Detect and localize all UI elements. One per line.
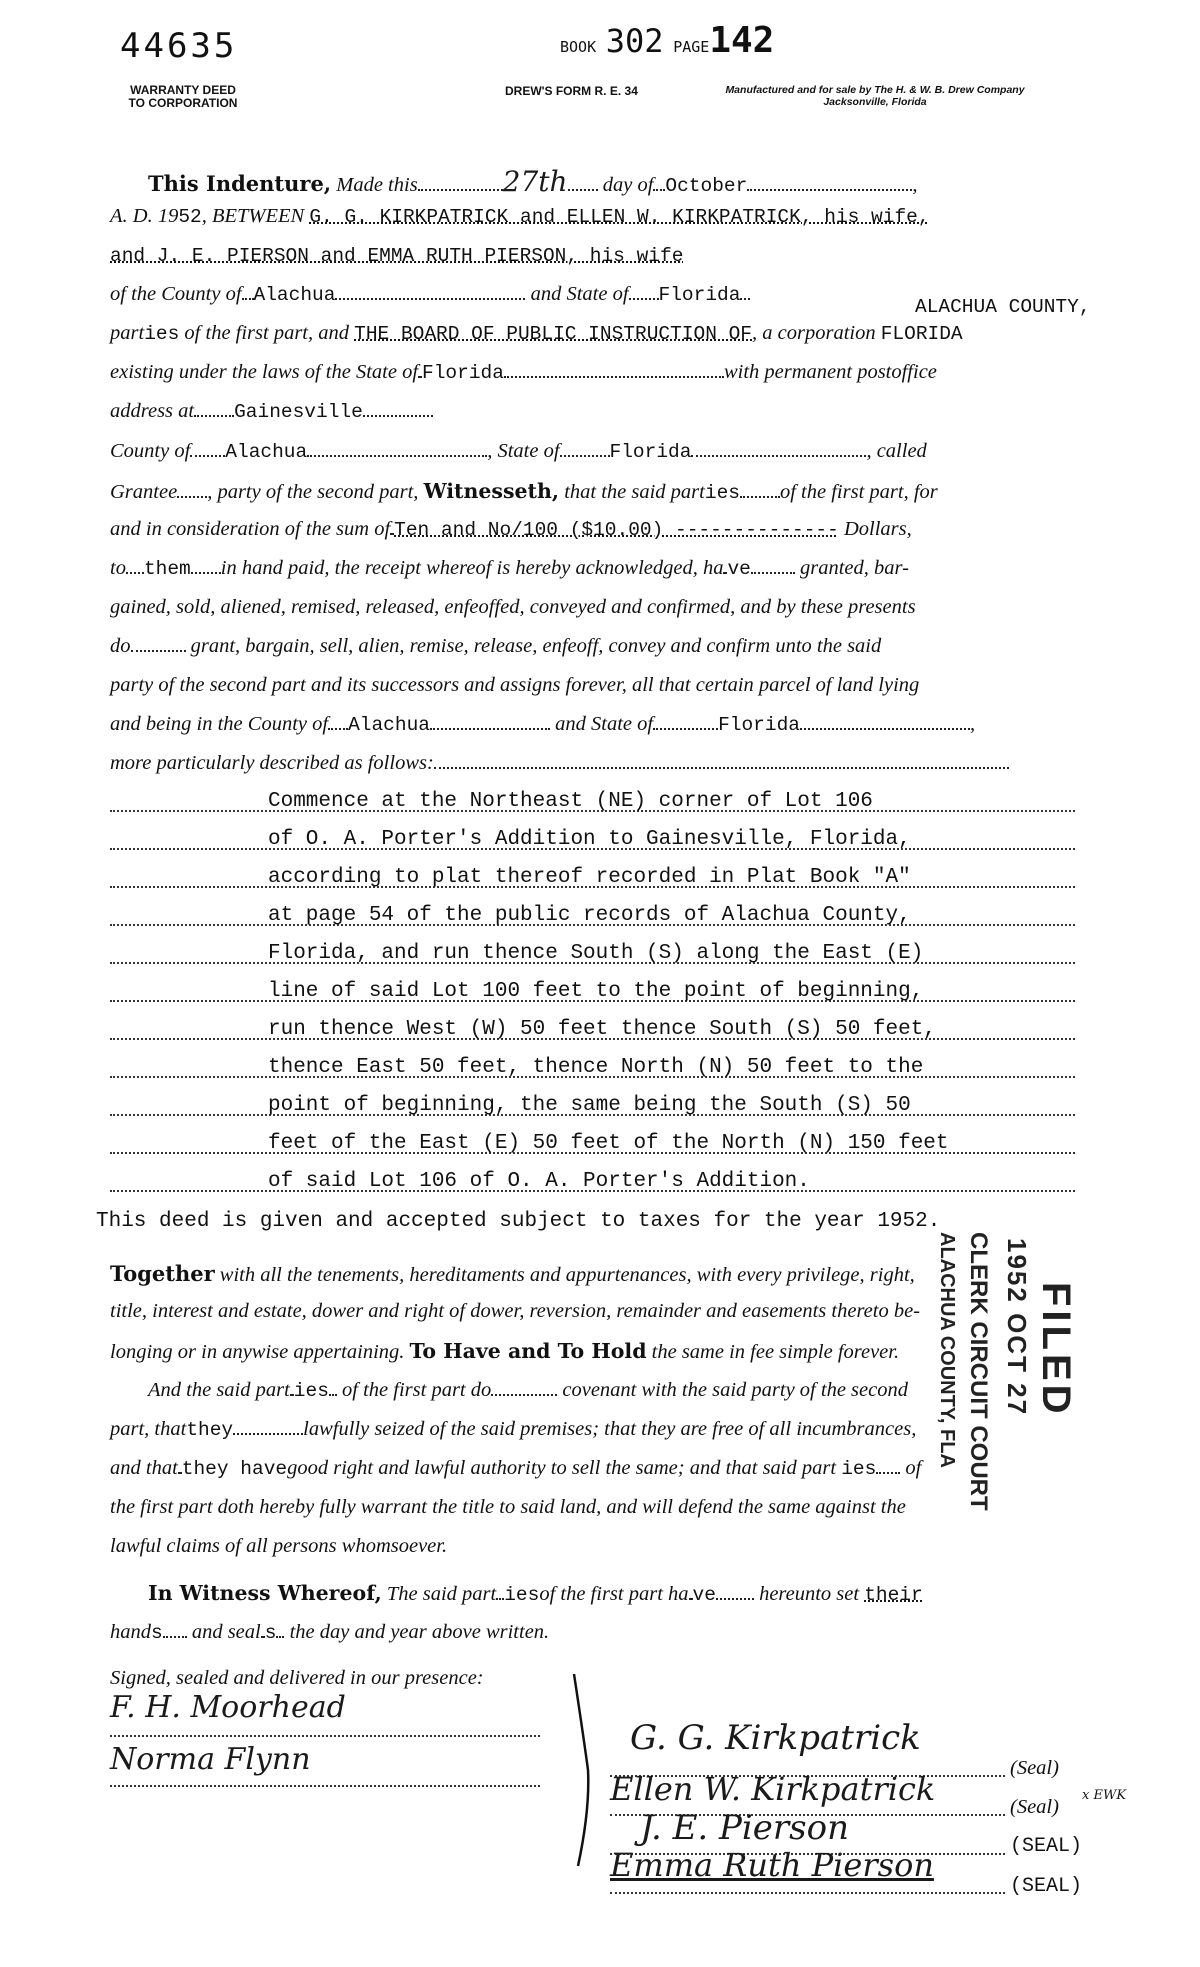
book-label: BOOK xyxy=(560,38,597,56)
description-line: according to plat thereof recorded in Plat Book "A" xyxy=(268,866,911,889)
described-line xyxy=(110,752,1009,775)
them-value: them xyxy=(143,558,191,580)
grantee-label: Grantee xyxy=(110,481,178,503)
county-of-label: County of xyxy=(110,440,191,462)
of-county-label: of the County of xyxy=(110,283,242,305)
witness-said-part: The said part xyxy=(386,1583,497,1605)
margin-initials: x EWK xyxy=(1082,1788,1127,1803)
grantor-line-2: and J. E. PIERSON and EMMA RUTH PIERSON, his wife xyxy=(110,245,684,267)
do-label: do xyxy=(110,635,131,657)
corporation-label: , a corporation xyxy=(752,322,876,344)
their-value: their xyxy=(864,1584,923,1606)
corporation-state: FLORIDA xyxy=(880,323,963,345)
filed-stamp-title: FILED xyxy=(1034,1282,1078,1418)
have-suffix: ve xyxy=(727,558,751,580)
between-line xyxy=(110,205,930,228)
seized-line xyxy=(110,1418,916,1441)
grantor-line-1: G. G. KIRKPATRICK and ELLEN W. KIRKPATRICK, his wife, xyxy=(309,206,930,228)
together-heading: Together xyxy=(110,1261,215,1286)
filed-stamp-county: ALACHUA COUNTY, FLA xyxy=(936,1232,958,1468)
deed-type xyxy=(108,84,258,110)
to-label: to xyxy=(110,557,126,579)
witness-signature-2: Norma Flynn xyxy=(110,1742,311,1777)
parties-line xyxy=(110,322,963,345)
hand-label: hand xyxy=(110,1621,151,1643)
seal-2: (Seal) xyxy=(1010,1796,1059,1818)
description-line: of O. A. Porter's Addition to Gainesville, Florida, xyxy=(268,828,911,851)
description-line: run thence West (W) 50 feet thence South (S) 50 feet, xyxy=(268,1018,936,1041)
together-line-3 xyxy=(110,1339,899,1364)
county-state-line xyxy=(110,440,927,463)
witness-of-first: of the first part ha xyxy=(539,1583,689,1605)
grantor-line-2-row xyxy=(110,244,683,267)
and-that-label: and that xyxy=(110,1457,178,1479)
they-have-value: they have xyxy=(181,1458,288,1480)
that-said-part-label: that the said part xyxy=(564,481,705,503)
year-value: 52 xyxy=(178,206,202,228)
together-line-1 xyxy=(110,1261,915,1287)
covenant-part-label: And the said part xyxy=(148,1379,290,1401)
ies-value-2: ies xyxy=(841,1458,877,1480)
description-line: line of said Lot 100 feet to the point of beginning, xyxy=(268,980,924,1003)
description-line: feet of the East (E) 50 feet of the North (N) 150 feet xyxy=(268,1132,949,1155)
manufacturer-line-2: Jacksonville, Florida xyxy=(823,96,927,108)
description-line: of said Lot 106 of O. A. Porter's Addition. xyxy=(268,1170,810,1193)
and-state-label: and State of xyxy=(530,283,629,305)
grantee-name: THE BOARD OF PUBLIC INSTRUCTION OF xyxy=(354,323,753,345)
description-line: thence East 50 feet, thence North (N) 50 feet to the xyxy=(268,1056,924,1079)
first-part-and-label: of the first part, and xyxy=(184,322,350,344)
seal-s: s xyxy=(264,1622,277,1644)
described-label: more particularly described as follows: xyxy=(110,752,434,774)
county-line xyxy=(110,283,750,306)
postoffice-label: with permanent postoffice xyxy=(723,361,937,383)
book-number: 302 xyxy=(605,22,664,60)
presence-label: Signed, sealed and delivered in our presence: xyxy=(110,1667,484,1689)
month-value: October xyxy=(665,175,748,197)
consideration-label: and in consideration of the sum of xyxy=(110,518,391,540)
dollars-label: Dollars, xyxy=(843,518,912,540)
part-suffix: ies xyxy=(144,323,180,345)
this-indenture-heading: This Indenture, xyxy=(148,171,332,196)
grantor-signature-1: G. G. Kirkpatrick xyxy=(630,1718,921,1758)
grantor-signature-2: Ellen W. Kirkpatrick xyxy=(610,1770,936,1808)
being-in-county-label: and being in the County of xyxy=(110,713,329,735)
witness-ies: ies xyxy=(504,1584,540,1606)
have-and-hold-heading: To Have and To Hold xyxy=(409,1339,647,1363)
county-value-1: Alachua xyxy=(253,284,336,306)
state-value-1: Florida xyxy=(658,284,741,306)
day-of-label: day of xyxy=(602,174,654,196)
sum-value: Ten and No/100 ($10.00) -------------- xyxy=(394,519,839,541)
lawful-claims-line: lawful claims of all persons whomsoever. xyxy=(110,1535,448,1557)
signature-bracket xyxy=(570,1670,610,1870)
together-text-3a: longing or in anywise appertaining. xyxy=(110,1341,405,1363)
grantee-line xyxy=(110,479,938,504)
together-line-2: title, interest and estate, dower and right of dower, reversion, remainder and easements thereto be- xyxy=(110,1300,921,1322)
state-value-3: Florida xyxy=(609,441,692,463)
together-text-3b: the same in fee simple forever. xyxy=(651,1341,900,1363)
party-second-label: , party of the second part, xyxy=(207,481,419,503)
description-line: at page 54 of the public records of Alachua County, xyxy=(268,904,911,927)
witness-clause-line xyxy=(148,1581,923,1606)
party-line: party of the second part and its successors and assigns forever, all that certain parcel of land lying xyxy=(110,674,920,696)
day-value: 27th xyxy=(502,165,568,198)
covenant-ies: ies xyxy=(293,1380,329,1402)
manufacturer-line-1: Manufactured and for sale by The H. & W. B. Drew Company xyxy=(725,84,1025,96)
together-text-1: with all the tenements, hereditaments and appurtenances, with every privilege, right, xyxy=(219,1264,915,1286)
grantor-signature-3: J. E. Pierson xyxy=(640,1808,849,1848)
first-part-for-label: of the first part, for xyxy=(779,481,938,503)
description-line: point of beginning, the same being the South (S) 50 xyxy=(268,1094,911,1117)
book-page-stamp xyxy=(560,20,774,61)
grant-line-text: grant, bargain, sell, alien, remise, release, enfeoff, convey and confirm unto the said xyxy=(190,635,882,657)
warrant-line: the first part doth hereby fully warrant the title to said land, and will defend the same against the xyxy=(110,1496,906,1518)
of-label: of xyxy=(905,1457,922,1479)
grant-line xyxy=(110,635,881,658)
witness-ve: ve xyxy=(692,1584,716,1606)
to-them-line xyxy=(110,557,909,580)
witness-line-2 xyxy=(110,1785,540,1787)
grantor-signature-4: Emma Ruth Pierson xyxy=(610,1846,934,1884)
witness-signature-1: F. H. Moorhead xyxy=(110,1690,346,1725)
they-value: they xyxy=(186,1419,234,1441)
ad-label: A. D. 19 xyxy=(110,205,179,227)
made-this-label: Made this xyxy=(336,174,418,196)
filed-stamp-clerk: CLERK CIRCUIT COURT xyxy=(965,1232,992,1511)
and-seal-label: and seal xyxy=(191,1621,261,1643)
state-value-2: Florida xyxy=(422,362,504,384)
indenture-line: This Indenture, Made this 27th day of October , xyxy=(148,165,918,198)
seized-text: lawfully seized of the said premises; that they are free of all incumbrances, xyxy=(303,1418,917,1440)
gained-line: gained, sold, aliened, remised, released, enfeoffed, conveyed and confirmed, and by these presents xyxy=(110,596,916,618)
granted-label: granted, bar- xyxy=(800,557,909,579)
state-of-label: , State of xyxy=(487,440,560,462)
part-that-label: part, that xyxy=(110,1418,187,1440)
filed-stamp-date: 1952 OCT 27 xyxy=(1002,1238,1032,1417)
consideration-line xyxy=(110,518,912,541)
covenant-line xyxy=(148,1379,908,1402)
witness-line-1 xyxy=(110,1735,540,1737)
description-line: Florida, and run thence South (S) along the East (E) xyxy=(268,942,924,965)
taxes-line: This deed is given and accepted subject to taxes for the year 1952. xyxy=(96,1210,941,1233)
page-label: PAGE xyxy=(673,38,710,56)
hand-s: s xyxy=(151,1622,163,1644)
seal-4: (SEAL) xyxy=(1010,1875,1083,1898)
hand-seal-line xyxy=(110,1621,549,1644)
witnesseth-heading: Witnesseth, xyxy=(423,479,560,503)
called-label: , called xyxy=(866,440,927,462)
existing-under-line xyxy=(110,361,937,384)
address-line xyxy=(110,400,433,423)
covenant-do-label: of the first part do xyxy=(342,1379,492,1401)
county-value-3: Alachua xyxy=(348,714,430,736)
in-hand-paid-label: in hand paid, the receipt whereof is hereby acknowledged, ha xyxy=(220,557,724,579)
seal-1: (Seal) xyxy=(1010,1757,1059,1779)
deed-type-title: WARRANTY DEED xyxy=(130,83,236,97)
part-suffix-2: ies xyxy=(704,482,740,504)
covenant-text: covenant with the said party of the second xyxy=(562,1379,908,1401)
description-line: Commence at the Northeast (NE) corner of Lot 106 xyxy=(268,790,873,813)
address-value: Gainesville xyxy=(234,401,363,423)
deed-type-subtitle: TO CORPORATION xyxy=(128,96,238,110)
hereunto-label: hereunto set xyxy=(759,1583,860,1605)
and-state-label-2: and State of xyxy=(555,713,654,735)
county-being-line: and being in the County of Alachua and State of Florida , xyxy=(110,713,976,736)
in-witness-heading: In Witness Whereof, xyxy=(148,1581,382,1605)
address-label: address at xyxy=(110,400,195,422)
manufacturer xyxy=(705,84,1045,108)
seal-3: (SEAL) xyxy=(1010,1835,1083,1858)
day-year-text: the day and year above written. xyxy=(289,1621,550,1643)
state-value-4: Florida xyxy=(718,714,800,736)
part-prefix: part xyxy=(110,322,145,344)
form-name: DREW'S FORM R. E. 34 xyxy=(505,84,638,98)
good-right-text: good right and lawful authority to sell the same; and that said part xyxy=(287,1457,837,1479)
between-label: , BETWEEN xyxy=(201,205,305,227)
county-value-2: Alachua xyxy=(225,441,308,463)
grantee-addendum: ALACHUA COUNTY, xyxy=(915,296,1091,318)
document-number: 44635 xyxy=(120,26,238,66)
existing-under-label: existing under the laws of the State of xyxy=(110,361,419,383)
good-right-line xyxy=(110,1457,921,1480)
page-number: 142 xyxy=(709,20,775,61)
